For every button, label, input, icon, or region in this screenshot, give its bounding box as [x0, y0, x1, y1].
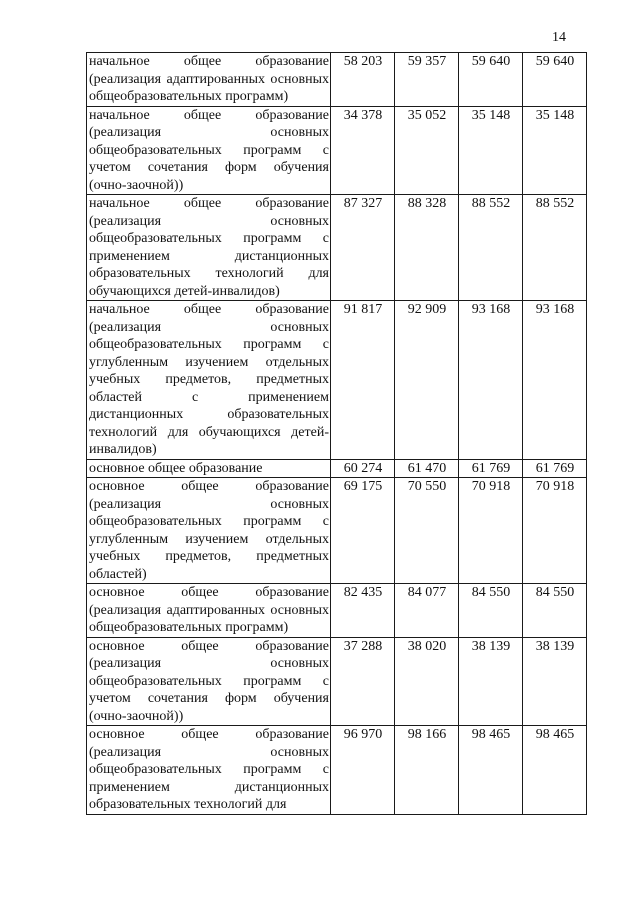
- cell-value: 98 465: [523, 726, 587, 815]
- cell-value: 93 168: [523, 301, 587, 460]
- cell-value: 61 769: [523, 459, 587, 478]
- cell-value: 60 274: [331, 459, 395, 478]
- row-label: основное общее образование: [87, 459, 331, 478]
- cell-value: 70 550: [395, 478, 459, 584]
- cell-value: 38 020: [395, 637, 459, 726]
- table-row: [87, 301, 587, 460]
- cell-value: 59 640: [523, 53, 587, 107]
- table-row: [87, 726, 587, 815]
- row-label: начальное общее образование (реализация основных общеобразовательных программ с применением дистанционных образовательных технологий для обучающихся детей-инвалидов): [87, 195, 331, 301]
- cell-value: 98 465: [459, 726, 523, 815]
- cell-value: 88 552: [523, 195, 587, 301]
- cell-value: 35 052: [395, 106, 459, 195]
- cell-value: 87 327: [331, 195, 395, 301]
- table-row: [87, 195, 587, 301]
- cell-value: 92 909: [395, 301, 459, 460]
- cell-value: 70 918: [459, 478, 523, 584]
- table-row: [87, 637, 587, 726]
- row-label: начальное общее образование (реализация основных общеобразовательных программ с углубленным изучением отдельных учебных предметов, предметных областей с применением дистанционных образовательных технологий для обучающихся детей-инвалидов): [87, 301, 331, 460]
- cell-value: 93 168: [459, 301, 523, 460]
- table-row: [87, 459, 587, 478]
- cell-value: 88 328: [395, 195, 459, 301]
- cell-value: 58 203: [331, 53, 395, 107]
- cell-value: 84 550: [459, 584, 523, 638]
- row-label: основное общее образование (реализация основных общеобразовательных программ с применением дистанционных образовательных технологий для: [87, 726, 331, 815]
- table-row: [87, 106, 587, 195]
- cell-value: 59 640: [459, 53, 523, 107]
- cell-value: 38 139: [523, 637, 587, 726]
- cell-value: 35 148: [459, 106, 523, 195]
- cell-value: 82 435: [331, 584, 395, 638]
- cell-value: 84 077: [395, 584, 459, 638]
- cell-value: 59 357: [395, 53, 459, 107]
- cost-table: [86, 52, 587, 815]
- page-number: 14: [552, 30, 566, 45]
- cell-value: 38 139: [459, 637, 523, 726]
- cell-value: 61 769: [459, 459, 523, 478]
- row-label: начальное общее образование (реализация адаптированных основных общеобразовательных программ): [87, 53, 331, 107]
- cell-value: 88 552: [459, 195, 523, 301]
- cell-value: 98 166: [395, 726, 459, 815]
- cell-value: 70 918: [523, 478, 587, 584]
- cell-value: 61 470: [395, 459, 459, 478]
- cell-value: 35 148: [523, 106, 587, 195]
- cell-value: 96 970: [331, 726, 395, 815]
- row-label: основное общее образование (реализация основных общеобразовательных программ с углубленным изучением отдельных учебных предметов, предметных областей): [87, 478, 331, 584]
- cell-value: 34 378: [331, 106, 395, 195]
- table-row: [87, 478, 587, 584]
- cell-value: 84 550: [523, 584, 587, 638]
- row-label: основное общее образование (реализация основных общеобразовательных программ с учетом сочетания форм обучения (очно-заочной)): [87, 637, 331, 726]
- row-label: основное общее образование (реализация адаптированных основных общеобразовательных программ): [87, 584, 331, 638]
- row-label: начальное общее образование (реализация основных общеобразовательных программ с учетом сочетания форм обучения (очно-заочной)): [87, 106, 331, 195]
- cell-value: 69 175: [331, 478, 395, 584]
- cell-value: 91 817: [331, 301, 395, 460]
- table-row: [87, 53, 587, 107]
- table-row: [87, 584, 587, 638]
- cell-value: 37 288: [331, 637, 395, 726]
